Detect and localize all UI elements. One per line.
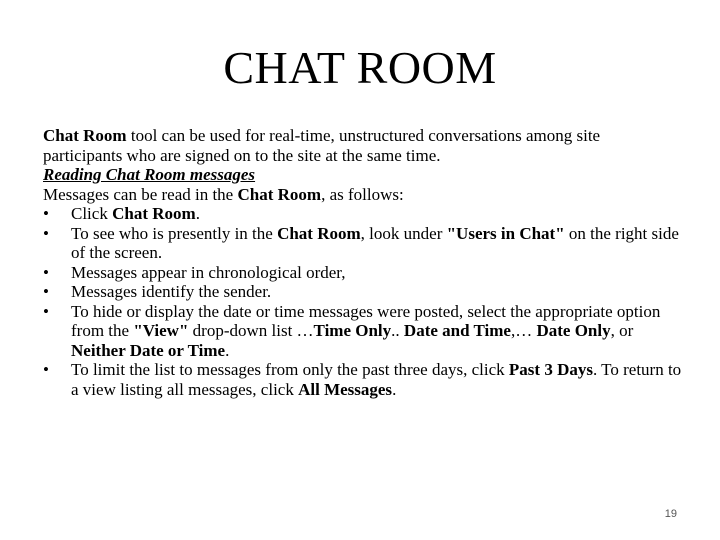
bullet-item: [43, 204, 683, 224]
bullet-text: .: [195, 204, 200, 223]
bullet-glyph: •: [43, 360, 49, 379]
bullet-text: .: [225, 340, 230, 360]
bullet-bold: Time Only: [313, 321, 392, 340]
lead-after: , as follows:: [321, 184, 404, 204]
bullet-list: [43, 204, 683, 399]
bullet-item: [43, 282, 683, 302]
bullet-text: To hide or display the date or time messages were posted, select the appropriate option from the: [71, 301, 661, 340]
intro-term: Chat Room: [43, 126, 127, 145]
bullet-text: ,…: [510, 321, 537, 340]
bullet-item: [43, 263, 683, 283]
bullet-bold: Date Only: [536, 321, 611, 340]
bullet-text: Messages identify the sender.: [71, 282, 272, 301]
lead-term: Chat Room: [237, 184, 322, 204]
bullet-glyph: •: [43, 223, 49, 243]
bullet-text: To limit the list to messages from only the past three days, click: [71, 360, 509, 379]
bullet-item: [43, 224, 683, 263]
page-number: 19: [664, 508, 677, 520]
bullet-bold: "View": [133, 321, 189, 340]
bullet-text: . To return to a view listing all messages, click: [71, 360, 682, 399]
bullet-text: ..: [391, 321, 404, 340]
bullet-text: Messages appear in chronological order,: [71, 262, 346, 282]
bullet-bold: Chat Room: [112, 204, 196, 223]
intro-paragraph: [43, 126, 683, 165]
bullet-bold: Past 3 Days: [508, 360, 593, 379]
bullet-bold: "Users in Chat": [446, 223, 565, 243]
bullet-bold: Neither Date or Time: [71, 340, 226, 360]
bullet-text: on the right side of the screen.: [71, 223, 679, 262]
bullet-glyph: •: [43, 204, 49, 223]
bullet-bold: All Messages: [298, 379, 393, 399]
lead-paragraph: [43, 185, 683, 205]
lead-before: Messages can be read in the: [43, 184, 238, 204]
bullet-glyph: •: [43, 282, 49, 301]
section-heading: Reading Chat Room messages: [43, 165, 256, 184]
bullet-bold: Chat Room: [277, 223, 361, 243]
intro-text: tool can be used for real-time, unstructured conversations among site participants who are signed on to the site at the same time.: [43, 126, 601, 165]
bullet-item: [43, 360, 683, 399]
bullet-text: To see who is presently in the: [71, 223, 278, 243]
bullet-bold: Date and Time: [403, 321, 511, 340]
bullet-text: , or: [610, 321, 634, 340]
bullet-text: .: [392, 379, 397, 399]
bullet-glyph: •: [43, 262, 49, 282]
bullet-text: drop-down list …: [188, 321, 314, 340]
bullet-item: [43, 302, 683, 361]
bullet-text: Click: [71, 204, 113, 223]
bullet-text: , look under: [360, 223, 447, 243]
bullet-glyph: •: [43, 301, 49, 321]
slide-body: [43, 126, 683, 399]
slide-title: CHAT ROOM: [223, 42, 497, 93]
